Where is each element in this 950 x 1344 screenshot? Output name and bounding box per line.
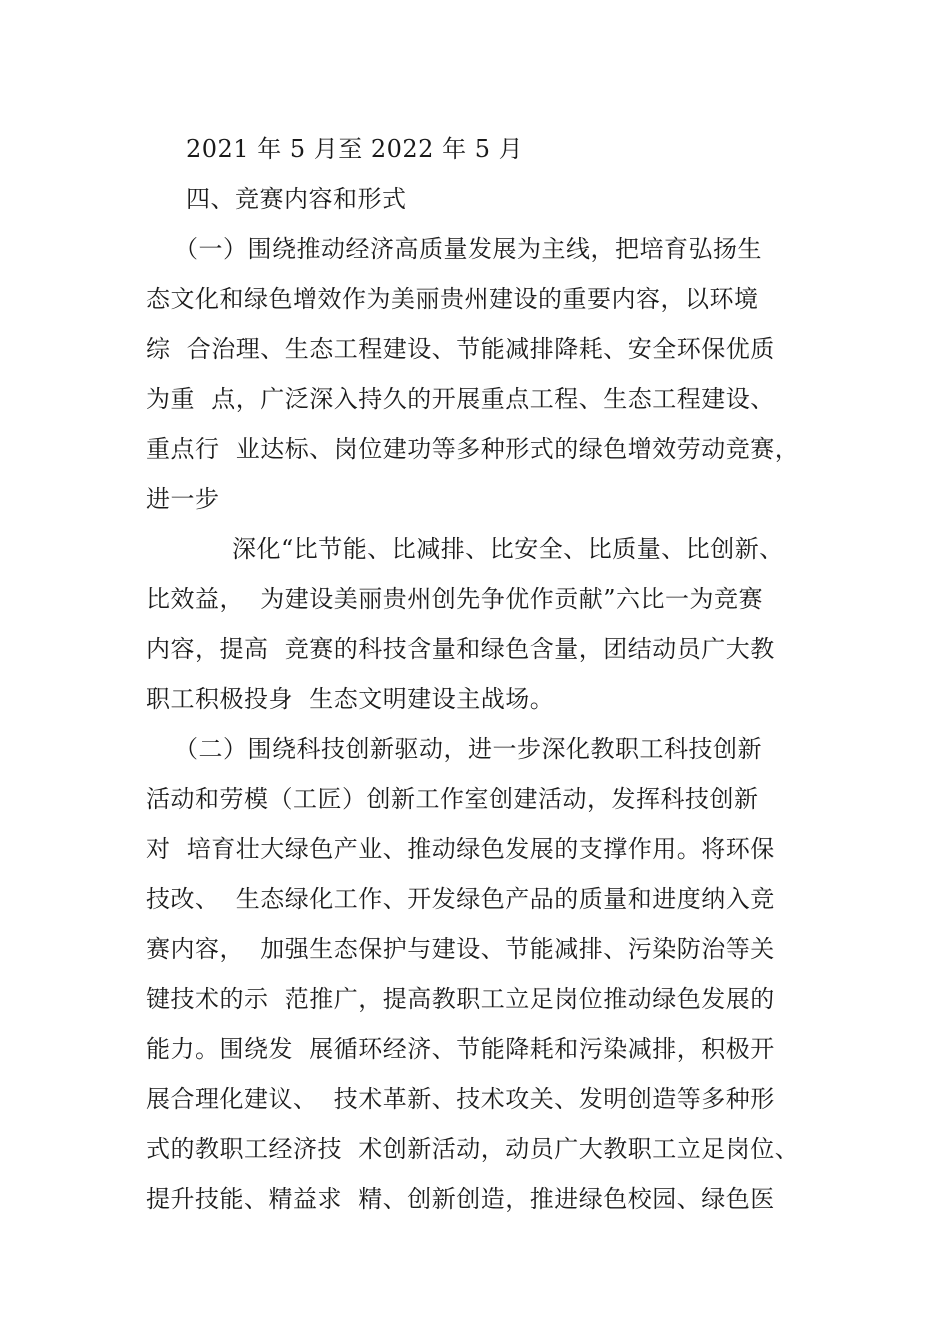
- date-range-line: 2021 年 5 月至 2022 年 5 月: [186, 135, 524, 163]
- paragraph-line: 式的教职工经济技 术创新活动，动员广大教职工立足岗位、: [146, 1135, 800, 1163]
- paragraph-line: 职工积极投身 生态文明建设主战场。: [146, 685, 555, 713]
- paragraph-line: 深化“比节能、比减排、比安全、比质量、比创新、: [232, 535, 784, 563]
- paragraph-line: 技改、 生态绿化工作、开发绿色产品的质量和进度纳入竞: [146, 885, 775, 913]
- paragraph-line: 对 培育壮大绿色产业、推动绿色发展的支撑作用。将环保: [146, 835, 775, 863]
- paragraph-line: 赛内容， 加强生态保护与建设、节能减排、污染防治等关: [146, 935, 775, 963]
- paragraph-line: 提升技能、精益求 精、创新创造，推进绿色校园、绿色医: [146, 1185, 775, 1213]
- paragraph-line: 展合理化建议、 技术革新、技术攻关、发明创造等多种形: [146, 1085, 775, 1113]
- paragraph-line: 键技术的示 范推广，提高教职工立足岗位推动绿色发展的: [146, 985, 775, 1013]
- paragraph-line: （二）围绕科技创新驱动，进一步深化教职工科技创新: [174, 735, 762, 763]
- paragraph-line: 内容，提高 竞赛的科技含量和绿色含量，团结动员广大教: [146, 635, 775, 663]
- paragraph-line: 进一步: [146, 485, 220, 513]
- paragraph-line: 比效益， 为建设美丽贵州创先争优作贡献”六比一为竞赛: [146, 585, 764, 613]
- paragraph-line: 综 合治理、生态工程建设、节能减排降耗、安全环保优质: [146, 335, 775, 363]
- paragraph-line: 重点行 业达标、岗位建功等多种形式的绿色增效劳动竞赛，: [146, 435, 800, 463]
- paragraph-line: 活动和劳模（工匠）创新工作室创建活动，发挥科技创新: [146, 785, 759, 813]
- paragraph-line: 能力。围绕发 展循环经济、节能降耗和污染减排，积极开: [146, 1035, 775, 1063]
- paragraph-line: 态文化和绿色增效作为美丽贵州建设的重要内容，以环境: [146, 285, 759, 313]
- section-heading: 四、竞赛内容和形式: [186, 185, 407, 213]
- paragraph-line: （一）围绕推动经济高质量发展为主线，把培育弘扬生: [174, 235, 762, 263]
- paragraph-line: 为重 点，广泛深入持久的开展重点工程、生态工程建设、: [146, 385, 775, 413]
